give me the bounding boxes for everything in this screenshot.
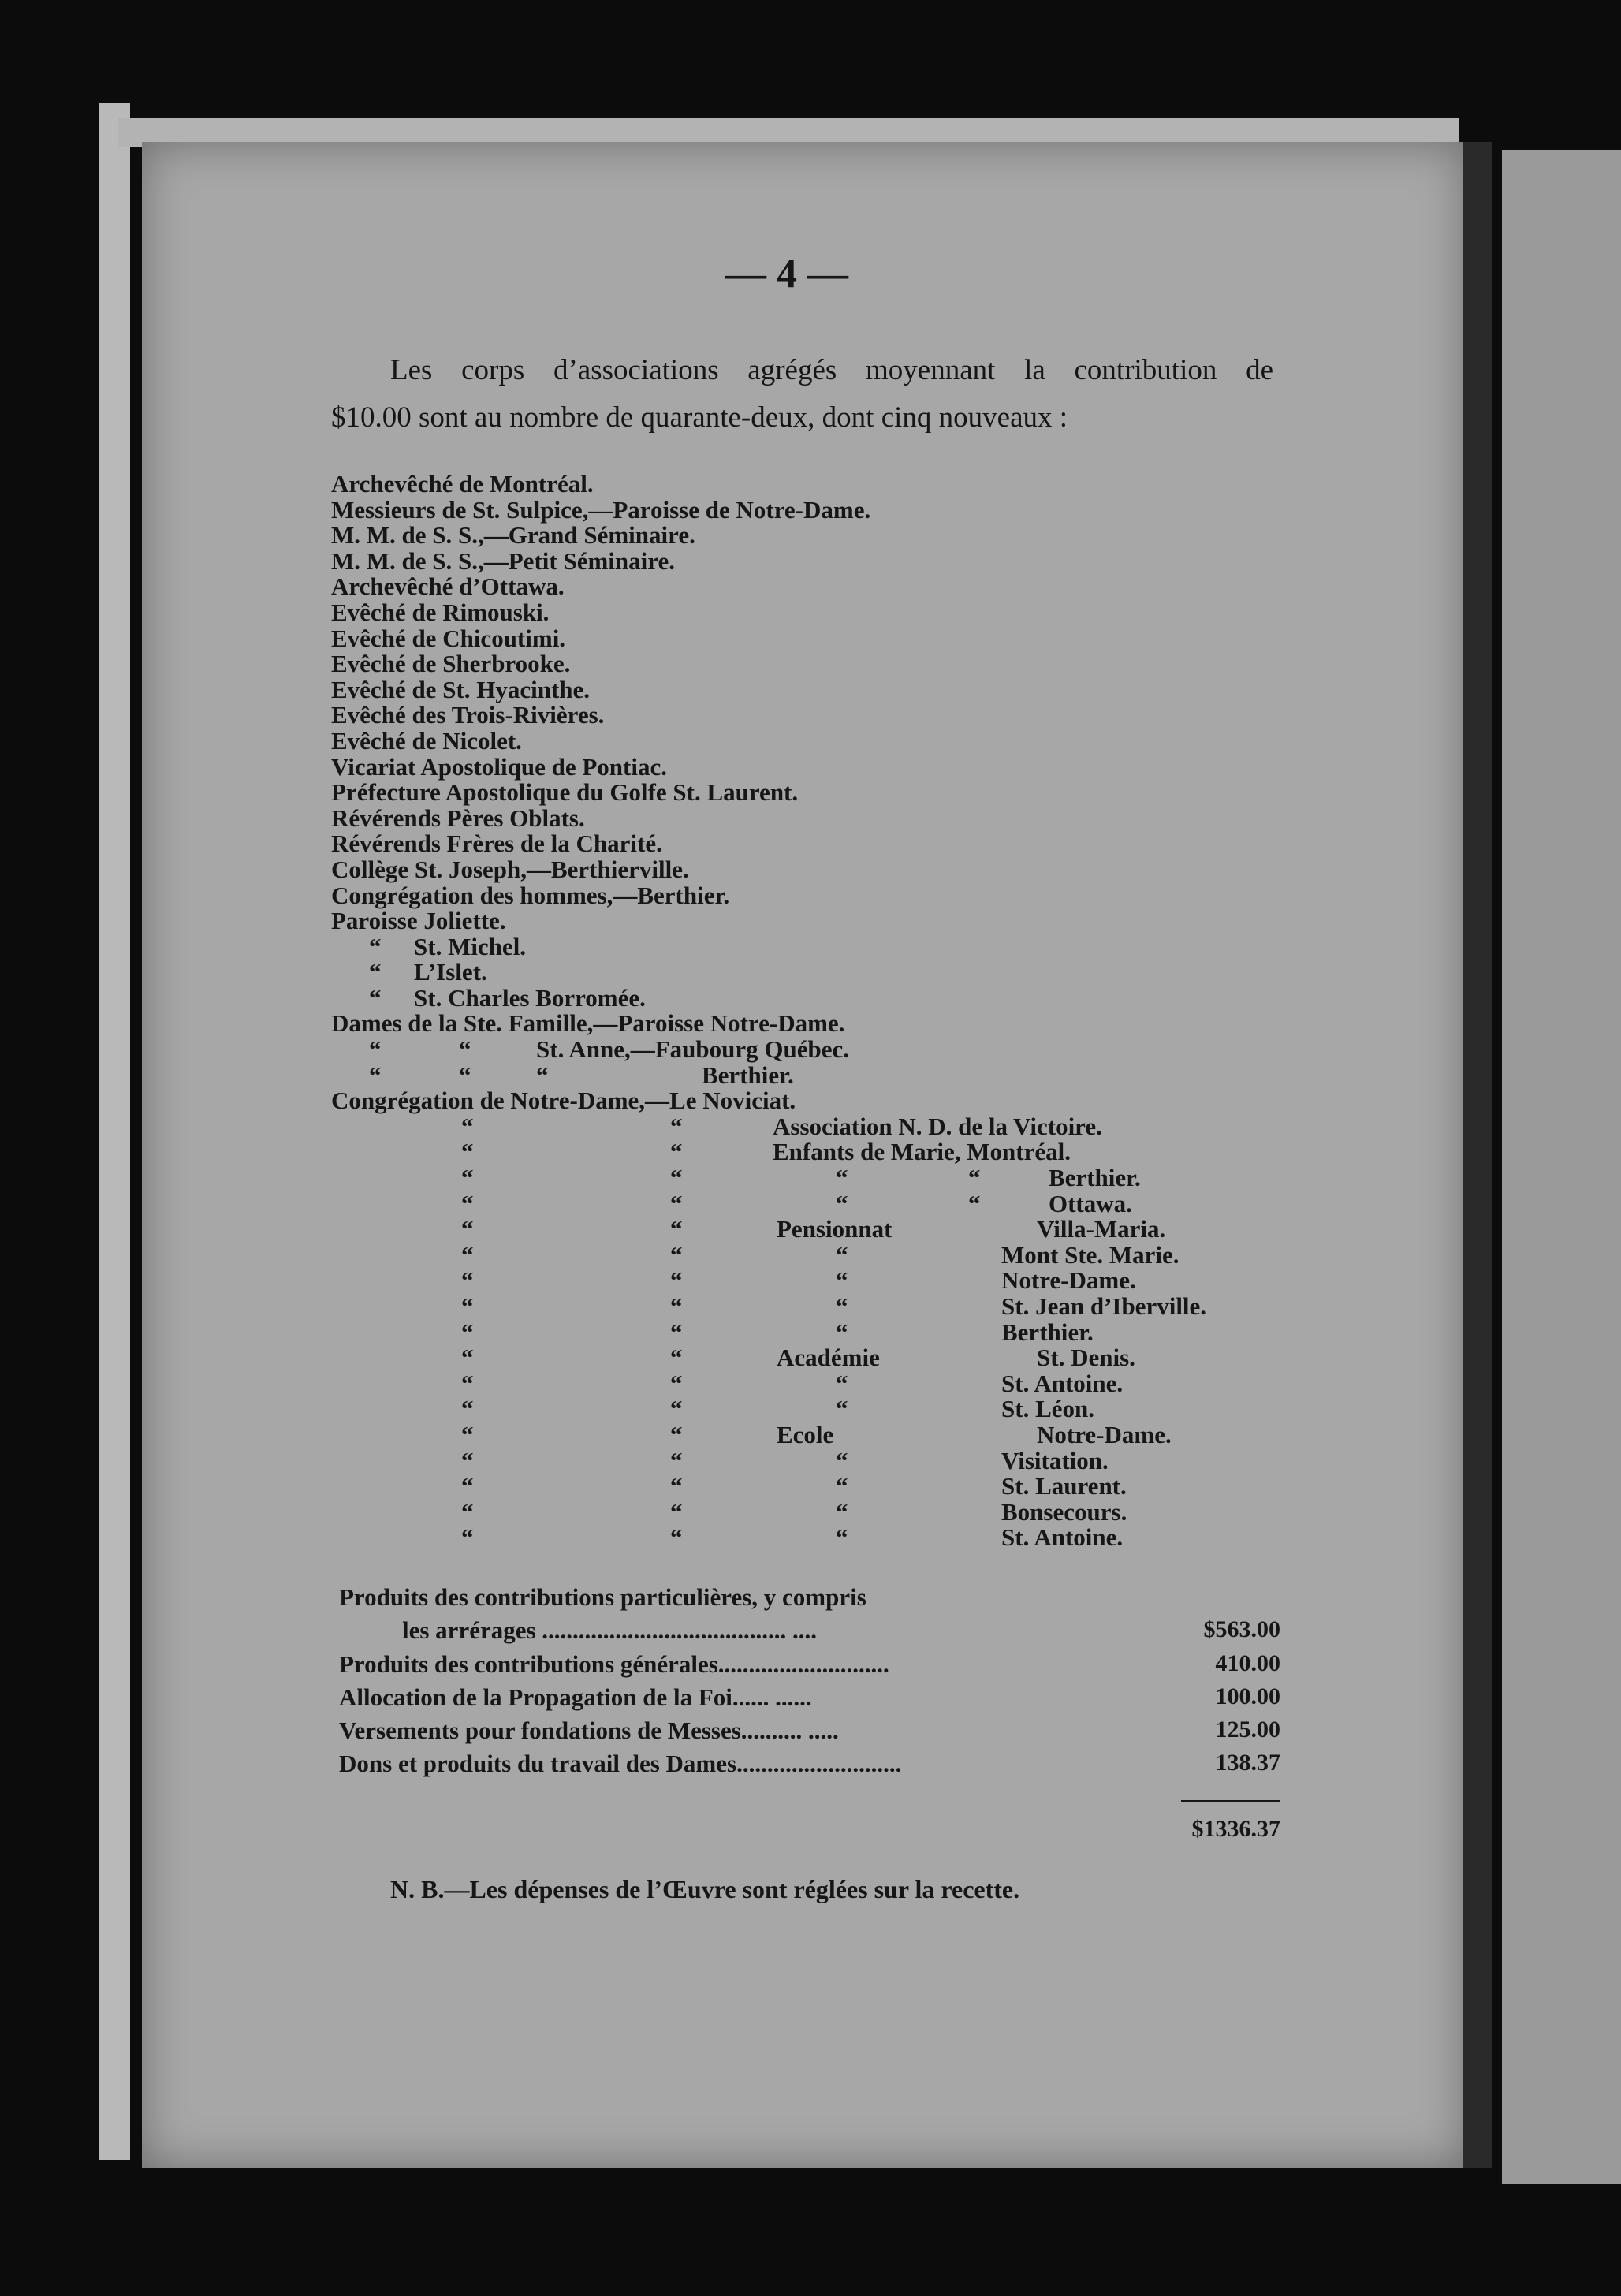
finance-amount: 125.00	[1215, 1716, 1280, 1742]
list-cell: St. Antoine.	[1001, 1523, 1124, 1552]
list-cell: St. Michel.	[414, 932, 527, 960]
list-cell: Berthier.	[702, 1060, 794, 1089]
list-cell: “	[461, 1164, 474, 1192]
list-cell: Paroisse Joliette.	[331, 907, 506, 935]
list-cell: Evêché de Sherbrooke.	[331, 650, 571, 678]
list-cell: Archevêché de Montréal.	[331, 470, 594, 498]
list-cell: “	[670, 1266, 683, 1295]
list-cell: Enfants de Marie, Montréal.	[773, 1138, 1071, 1166]
page-number: — 4 —	[725, 252, 848, 296]
closing-note: N. B.—Les dépenses de l’Œuvre sont réglées sur la recette.	[390, 1875, 1020, 1903]
list-cell: “	[836, 1240, 848, 1269]
list-cell: “	[461, 1472, 474, 1500]
list-cell: “	[836, 1446, 848, 1474]
list-cell: “	[670, 1189, 683, 1217]
list-cell: “	[461, 1292, 474, 1320]
list-cell: Villa-Maria.	[1037, 1215, 1166, 1243]
finance-amount: 410.00	[1215, 1650, 1280, 1676]
list-cell: “	[369, 1060, 382, 1089]
list-cell: “	[461, 1318, 474, 1346]
list-cell: “	[459, 1035, 471, 1064]
list-cell: Messieurs de St. Sulpice,—Paroisse de Notre-Dame.	[331, 495, 871, 524]
finance-label: Dons et produits du travail des Dames...........................	[339, 1750, 902, 1777]
book-spine	[1463, 142, 1492, 2168]
finance-amount: $563.00	[1203, 1616, 1280, 1642]
list-cell: Congrégation des hommes,—Berthier.	[331, 881, 730, 909]
list-cell: “	[670, 1240, 683, 1269]
list-cell: L’Islet.	[414, 958, 487, 986]
total-rule	[1181, 1800, 1280, 1802]
total-amount: $1336.37	[1191, 1816, 1280, 1842]
list-cell: St. Jean d’Iberville.	[1001, 1292, 1207, 1320]
list-cell: “	[670, 1446, 683, 1474]
list-cell: “	[670, 1292, 683, 1320]
list-cell: Evêché de Nicolet.	[331, 726, 522, 755]
list-cell: Vicariat Apostolique de Pontiac.	[331, 752, 667, 781]
finance-label: Produits des contributions particulières, y compris	[339, 1583, 866, 1611]
list-cell: “	[369, 958, 382, 986]
list-cell: “	[461, 1523, 474, 1552]
list-cell: Evêché de Chicoutimi.	[331, 624, 566, 652]
list-cell: Berthier.	[1001, 1318, 1094, 1346]
list-cell: “	[369, 932, 382, 960]
list-cell: Ecole	[777, 1420, 834, 1448]
finance-amount: 138.37	[1215, 1750, 1280, 1776]
list-cell: “	[670, 1523, 683, 1552]
list-cell: “	[836, 1189, 848, 1217]
list-cell: St. Charles Borromée.	[414, 983, 646, 1012]
list-cell: Evêché de Rimouski.	[331, 598, 550, 626]
list-cell: Ottawa.	[1049, 1189, 1132, 1217]
list-cell: “	[461, 1138, 474, 1166]
list-cell: Notre-Dame.	[1037, 1420, 1172, 1448]
list-cell: “	[461, 1344, 474, 1372]
list-cell: M. M. de S. S.,—Grand Séminaire.	[331, 521, 695, 550]
list-cell: Bonsecours.	[1001, 1497, 1127, 1526]
list-cell: “	[836, 1472, 848, 1500]
list-cell: Académie	[777, 1344, 880, 1372]
finance-label: Allocation de la Propagation de la Foi...... ......	[339, 1683, 812, 1711]
list-cell: Notre-Dame.	[1001, 1266, 1136, 1295]
list-cell: “	[461, 1446, 474, 1474]
list-cell: “	[369, 1035, 382, 1064]
list-cell: “	[536, 1060, 549, 1089]
list-cell: “	[369, 983, 382, 1012]
list-cell: Collège St. Joseph,—Berthierville.	[331, 855, 689, 883]
list-cell: St. Léon.	[1001, 1395, 1094, 1423]
list-cell: Archevêché d’Ottawa.	[331, 572, 565, 601]
list-cell: St. Denis.	[1037, 1344, 1135, 1372]
list-cell: “	[670, 1215, 683, 1243]
finance-amount: 100.00	[1215, 1683, 1280, 1709]
list-cell: “	[836, 1266, 848, 1295]
list-cell: M. M. de S. S.,—Petit Séminaire.	[331, 546, 675, 575]
intro-line-2: $10.00 sont au nombre de quarante-deux, dont cinq nouveaux :	[331, 401, 1068, 434]
list-cell: St. Anne,—Faubourg Québec.	[536, 1035, 850, 1064]
list-cell: “	[670, 1138, 683, 1166]
list-cell: “	[968, 1189, 981, 1217]
list-cell: “	[459, 1060, 471, 1089]
list-cell: “	[836, 1292, 848, 1320]
list-cell: “	[461, 1497, 474, 1526]
list-cell: “	[461, 1215, 474, 1243]
list-cell: St. Laurent.	[1001, 1472, 1127, 1500]
list-cell: Dames de la Ste. Famille,—Paroisse Notre-Dame.	[331, 1009, 845, 1038]
list-cell: Association N. D. de la Victoire.	[773, 1112, 1102, 1140]
list-cell: “	[461, 1369, 474, 1397]
list-cell: “	[461, 1112, 474, 1140]
list-cell: “	[836, 1395, 848, 1423]
list-cell: “	[670, 1420, 683, 1448]
list-cell: Evêché de St. Hyacinthe.	[331, 675, 591, 703]
list-cell: Congrégation de Notre-Dame,—Le Noviciat.	[331, 1086, 796, 1115]
list-cell: St. Antoine.	[1001, 1369, 1124, 1397]
list-cell: Révérends Frères de la Charité.	[331, 829, 662, 858]
list-cell: “	[670, 1369, 683, 1397]
list-cell: “	[836, 1497, 848, 1526]
list-cell: “	[461, 1395, 474, 1423]
list-cell: Evêché des Trois-Rivières.	[331, 701, 605, 729]
list-cell: “	[670, 1112, 683, 1140]
list-cell: Visitation.	[1001, 1446, 1109, 1474]
list-cell: “	[836, 1369, 848, 1397]
list-cell: “	[836, 1523, 848, 1552]
finance-label: Produits des contributions générales............................	[339, 1650, 889, 1678]
list-cell: “	[836, 1164, 848, 1192]
intro-line-1: Les corps d’associations agrégés moyennant la contribution de	[390, 354, 1273, 386]
list-cell: “	[670, 1164, 683, 1192]
list-cell: Pensionnat	[777, 1215, 892, 1243]
list-cell: Révérends Pères Oblats.	[331, 803, 585, 832]
page-stack-edge	[99, 102, 130, 2160]
list-cell: “	[836, 1318, 848, 1346]
list-cell: Berthier.	[1049, 1164, 1141, 1192]
list-cell: “	[670, 1318, 683, 1346]
list-cell: “	[670, 1344, 683, 1372]
list-cell: Préfecture Apostolique du Golfe St. Laurent.	[331, 778, 799, 807]
list-cell: “	[670, 1472, 683, 1500]
list-cell: “	[670, 1395, 683, 1423]
list-cell: Mont Ste. Marie.	[1001, 1240, 1179, 1269]
list-cell: “	[461, 1189, 474, 1217]
finance-label: les arrérages ........................................ ....	[402, 1616, 818, 1644]
list-cell: “	[670, 1497, 683, 1526]
facing-page	[1502, 150, 1621, 2184]
list-cell: “	[461, 1420, 474, 1448]
list-cell: “	[461, 1240, 474, 1269]
finance-label: Versements pour fondations de Messes.......... .....	[339, 1716, 839, 1744]
list-cell: “	[461, 1266, 474, 1295]
list-cell: “	[968, 1164, 981, 1192]
